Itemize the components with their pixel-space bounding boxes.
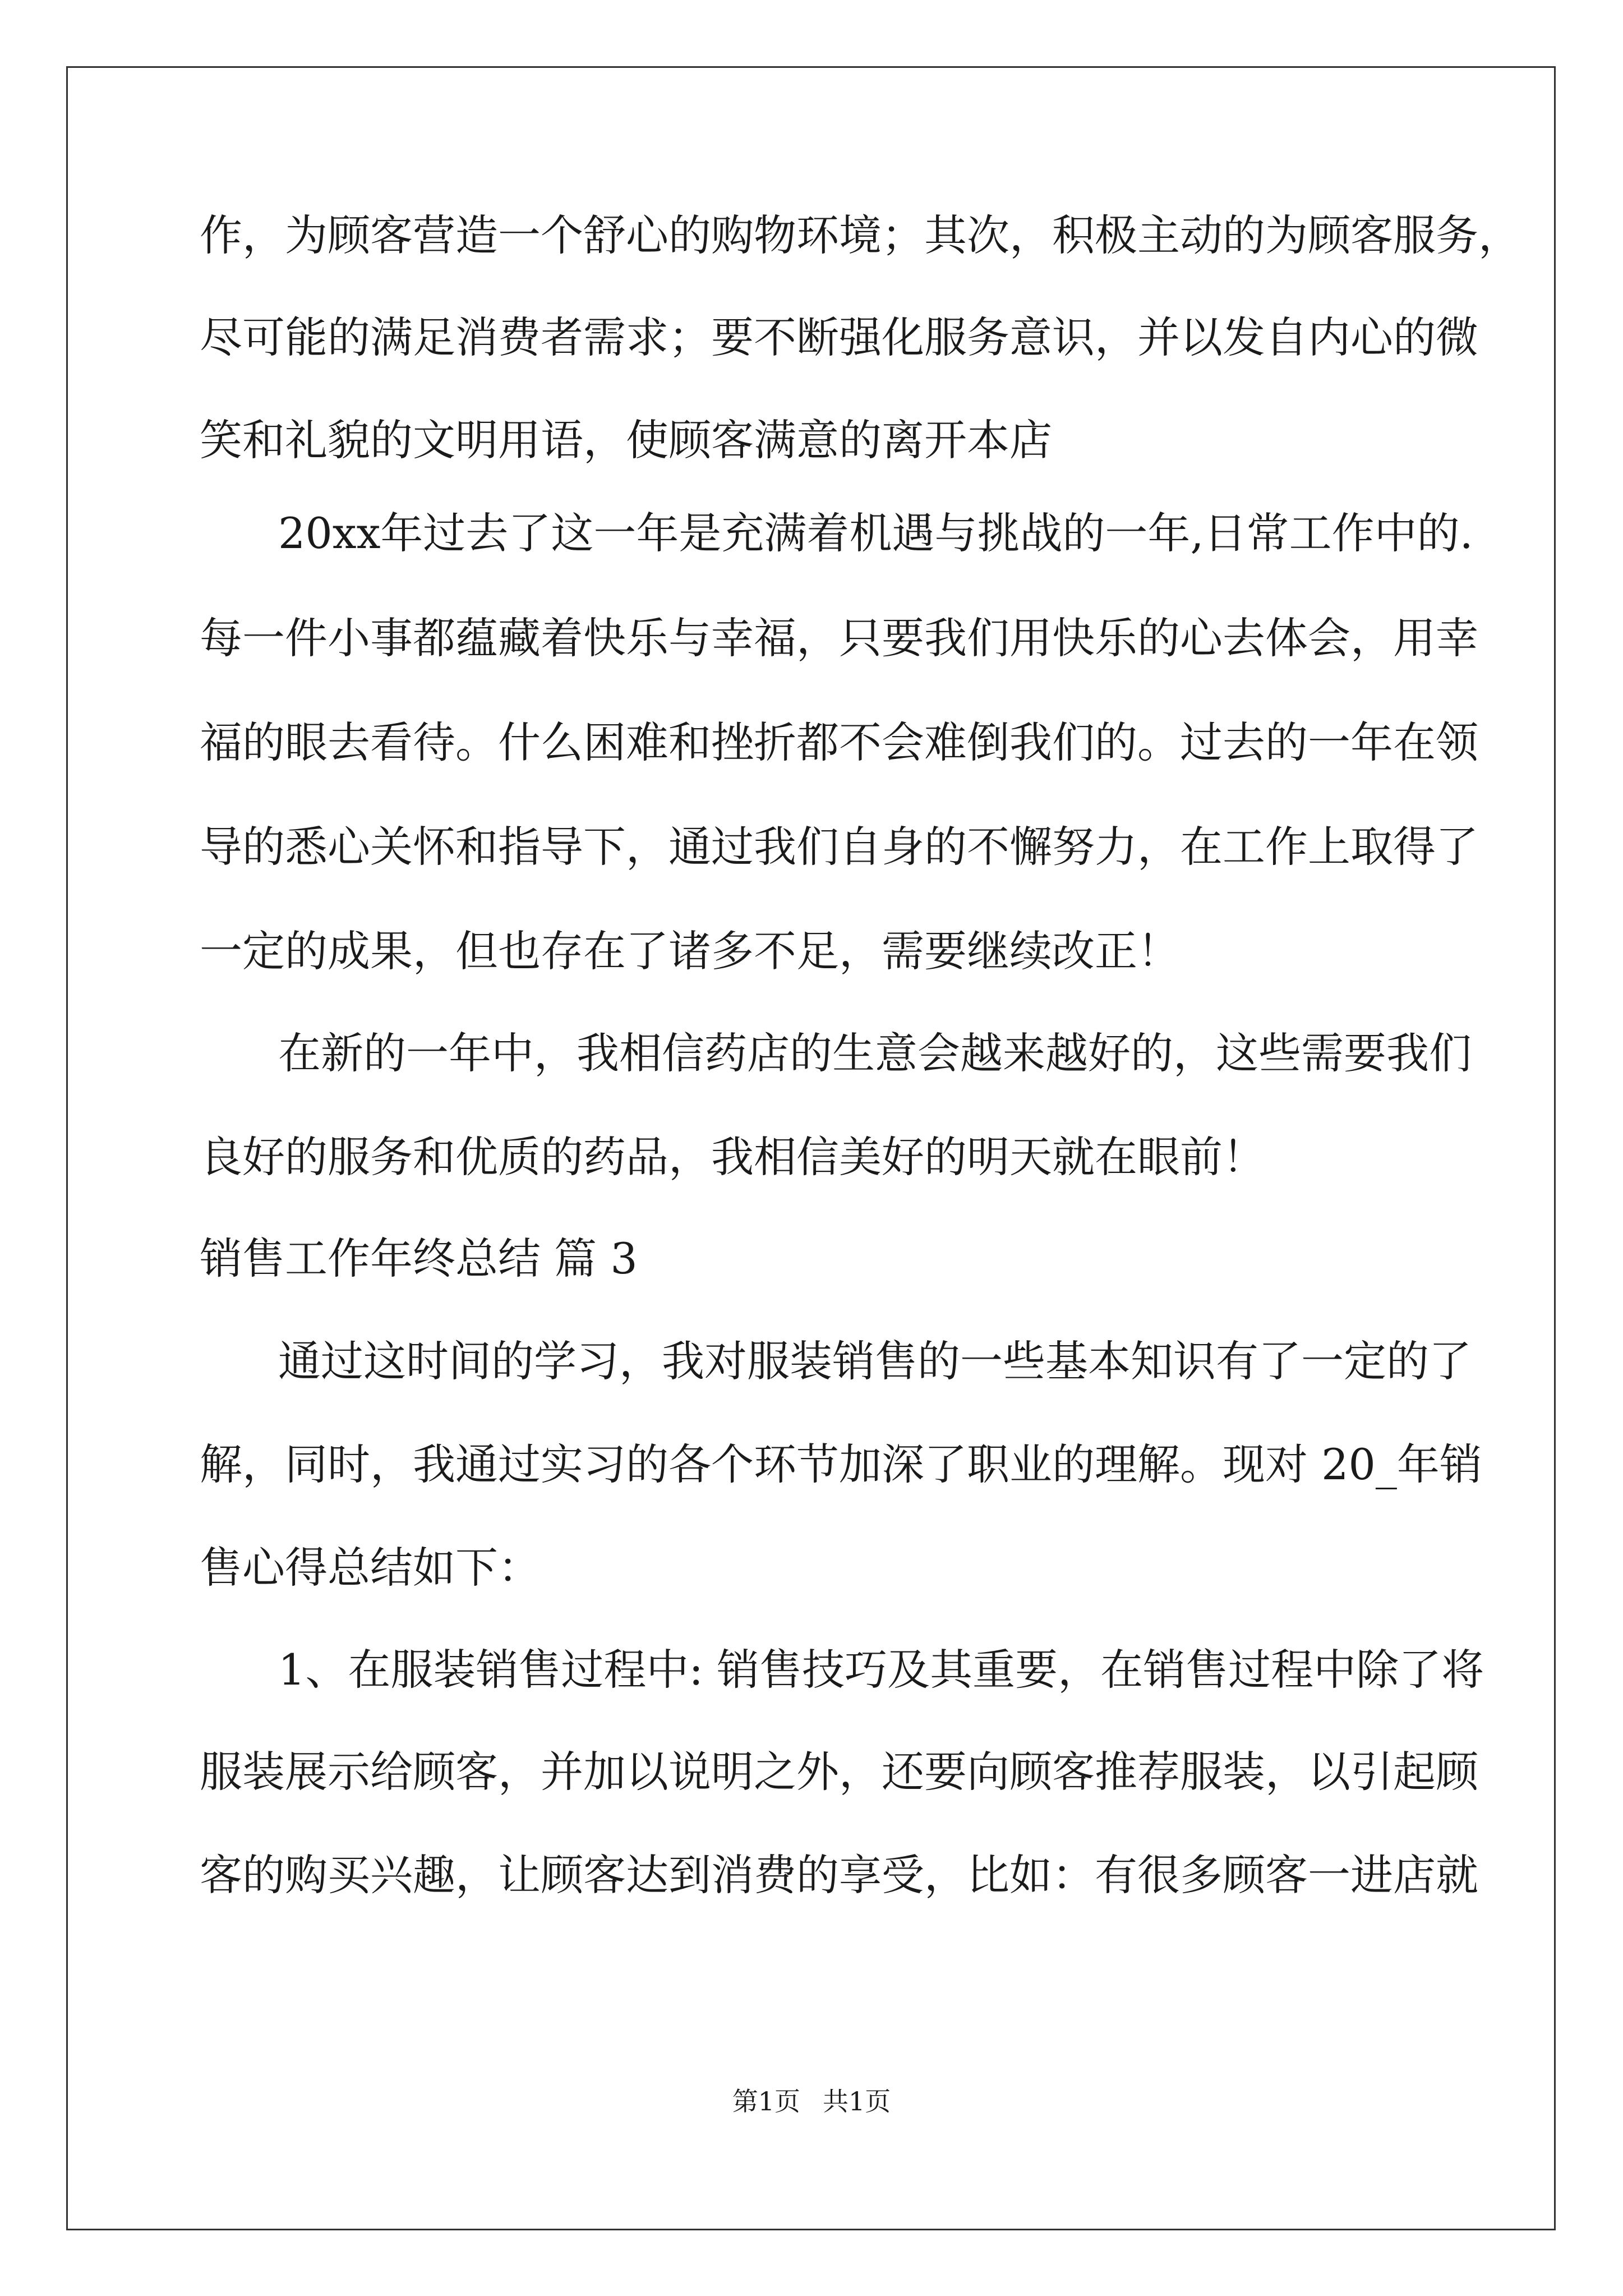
- text-line: 20xx年过去了这一年是充满着机遇与挑战的一年,日常工作中的.: [278, 508, 1473, 558]
- text-line: 笑和礼貌的文明用语，使顾客满意的离开本店: [200, 415, 1052, 465]
- text-line: 通过这时间的学习，我对服装销售的一些基本知识有了一定的了: [278, 1336, 1472, 1386]
- text-line: 客的购买兴趣，让顾客达到消费的享受，比如：有很多顾客一进店就: [200, 1850, 1478, 1900]
- page-number-current: 第1页: [732, 2086, 800, 2116]
- text-line: 一定的成果，但也存在了诸多不足，需要继续改正！: [200, 926, 1180, 976]
- text-line: 1、在服装销售过程中: 销售技巧及其重要，在销售过程中除了将: [278, 1645, 1484, 1695]
- section-heading: 销售工作年终总结 篇 3: [200, 1234, 638, 1283]
- text-line: 在新的一年中，我相信药店的生意会越来越好的，这些需要我们: [278, 1028, 1472, 1078]
- text-line: 福的眼去看待。什么困难和挫折都不会难倒我们的。过去的一年在领: [200, 717, 1478, 767]
- text-line: 导的悉心关怀和指导下，通过我们自身的不懈努力，在工作上取得了: [200, 822, 1478, 872]
- text-line: 良好的服务和优质的药品，我相信美好的明天就在眼前！: [200, 1132, 1265, 1182]
- text-line: 服装展示给顾客，并加以说明之外，还要向顾客推荐服装，以引起顾: [200, 1747, 1478, 1797]
- text-line: 作，为顾客营造一个舒心的购物环境；其次，积极主动的为顾客服务，: [200, 210, 1521, 260]
- page-number-total: 共1页: [823, 2086, 891, 2116]
- page-footer: [0, 2086, 1623, 2117]
- text-line: 每一件小事都蕴藏着快乐与幸福，只要我们用快乐的心去体会，用幸: [200, 613, 1478, 663]
- text-line: 尽可能的满足消费者需求；要不断强化服务意识，并以发自内心的微: [200, 312, 1478, 362]
- text-line: 解，同时，我通过实习的各个环节加深了职业的理解。现对 20_年销: [200, 1439, 1482, 1489]
- text-line: 售心得总结如下：: [200, 1543, 541, 1593]
